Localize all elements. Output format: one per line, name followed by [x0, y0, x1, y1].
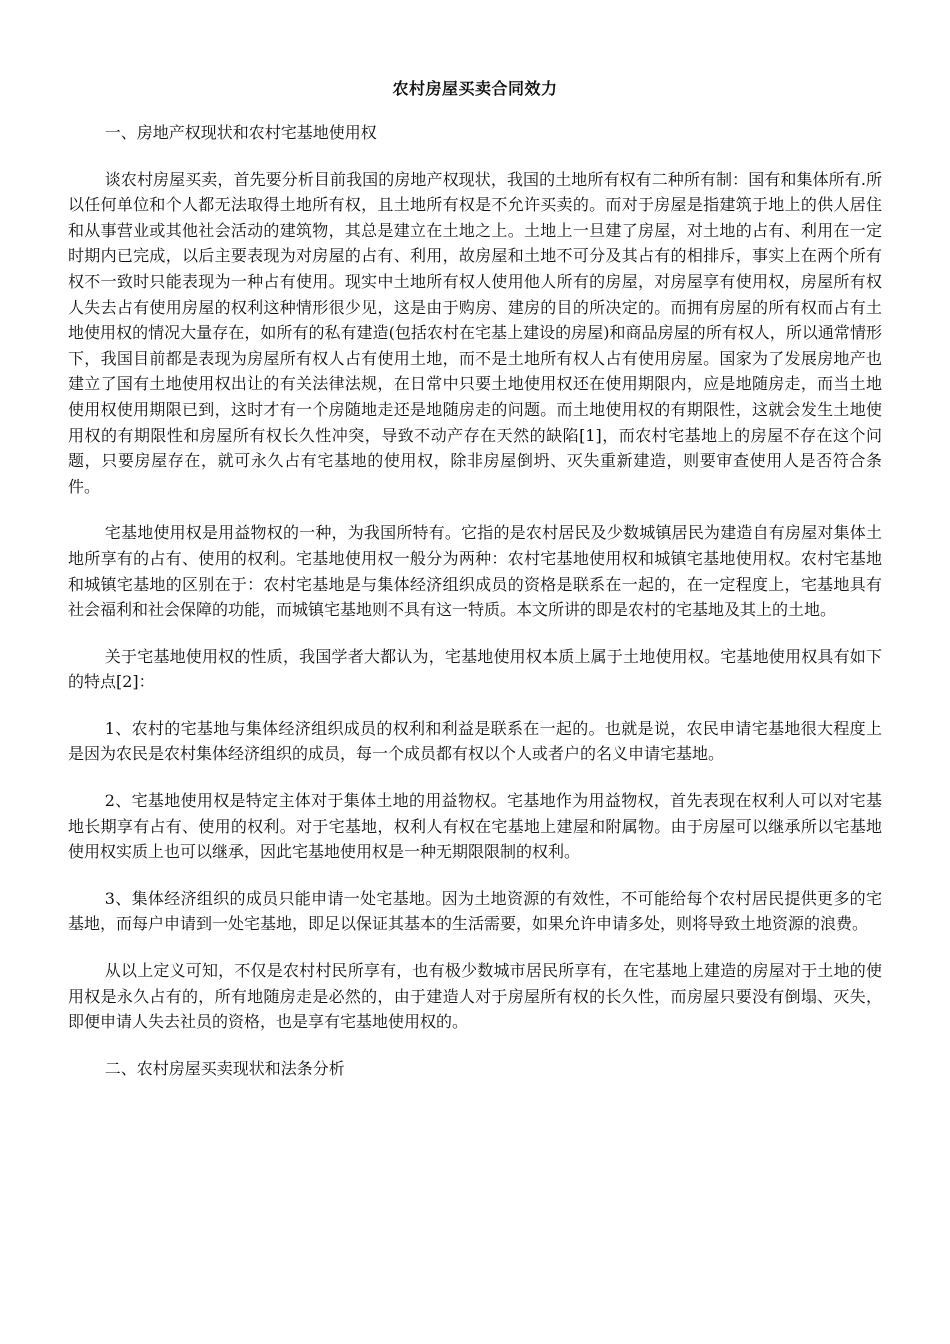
- section-heading-2: 二、农村房屋买卖现状和法条分析: [104, 1058, 345, 1078]
- paragraph-2: 宅基地使用权是用益物权的一种，为我国所特有。它指的是农村居民及少数城镇居民为建造自有房屋对集体土地所享有的占有、使用的权利。宅基地使用权一般分为两种：农村宅基地使用权和城镇宅基地使用权。农村宅基地和城镇宅基地的区别在于：农村宅基地是与集体经济组织成员的资格是联系在一起的，在一定程度上，宅基地具有社会福利和社会保障的功能，而城镇宅基地则不具有这一特质。本文所讲的即是农村的宅基地及其上的土地。: [68, 523, 882, 620]
- paragraph-4: 1、农村的宅基地与集体经济组织成员的权利和利益是联系在一起的。也就是说，农民申请宅基地很大程度上是因为农民是农村集体经济组织的成员，每一个成员都有权以个人或者户的名义申请宅基地。: [68, 718, 882, 764]
- paragraph-1: 谈农村房屋买卖，首先要分析目前我国的房地产权现状，我国的土地所有权有二种所有制：国有和集体所有.所以任何单位和个人都无法取得土地所有权，且土地所有权是不允许买卖的。而对于房屋是指建筑于地上的供人居住和从事营业或其他社会活动的建筑物，其总是建立在土地之上。土地上一旦建了房屋，对土地的占有、利用在一定时期内已完成，以后主要表现为对房屋的占有、利用，故房屋和土地不可分及其占有的相排斥，事实上在两个所有权不一致时只能表现为一种占有使用。现实中土地所有权人使用他人所有的房屋，对房屋享有使用权，房屋所有权人失去占有使用房屋的权利这种情形很少见，这是由于购房、建房的目的所决定的。而拥有房屋的所有权而占有土地使用权的情况大量存在，如所有的私有建造(包括农村在宅基上建设的房屋)和商品房屋的所有权人，所以通常情形下，我国目前都是表现为房屋所有权人占有使用土地，而不是土地所有权人占有使用房屋。国家为了发展房地产也建立了国有土地使用权出让的有关法律法规，在日常中只要土地使用权还在使用期限内，应是地随房走，而当土地使用权使用期限已到，这时才有一个房随地走还是地随房走的问题。而土地使用权的有期限性，这就会发生土地使用权的有期限性和房屋所有权长久性冲突，导致不动产存在天然的缺陷[1]，而农村宅基地上的房屋不存在这个问题，只要房屋存在，就可永久占有宅基地的使用权，除非房屋倒坍、灭失重新建造，则要审查使用人是否符合条件。: [68, 169, 882, 496]
- document-title: 农村房屋买卖合同效力: [392, 79, 558, 98]
- section-heading-1: 一、房地产权现状和农村宅基地使用权: [104, 123, 377, 142]
- paragraph-3: 关于宅基地使用权的性质，我国学者大都认为，宅基地使用权本质上属于土地使用权。宅基地使用权具有如下的特点[2]：: [68, 646, 882, 692]
- paragraph-6: 3、集体经济组织的成员只能申请一处宅基地。因为土地资源的有效性，不可能给每个农村居民提供更多的宅基地，而每户申请到一处宅基地，即足以保证其基本的生活需要，如果允许申请多处，则将导致土地资源的浪费。: [68, 888, 882, 934]
- paragraph-7: 从以上定义可知，不仅是农村村民所享有，也有极少数城市居民所享有，在宅基地上建造的房屋对于土地的使用权是永久占有的，所有地随房走是必然的，由于建造人对于房屋所有权的长久性，而房屋只要没有倒塌、灭失，即便申请人失去社员的资格，也是享有宅基地使用权的。: [68, 961, 882, 1032]
- document-page: [68, 78, 882, 1102]
- paragraph-5: 2、宅基地使用权是特定主体对于集体土地的用益物权。宅基地作为用益物权，首先表现在权利人可以对宅基地长期享有占有、使用的权利。对于宅基地，权利人有权在宅基地上建屋和附属物。由于房屋可以继承所以宅基地使用权实质上也可以继承，因此宅基地使用权是一种无期限限制的权利。: [68, 791, 882, 862]
